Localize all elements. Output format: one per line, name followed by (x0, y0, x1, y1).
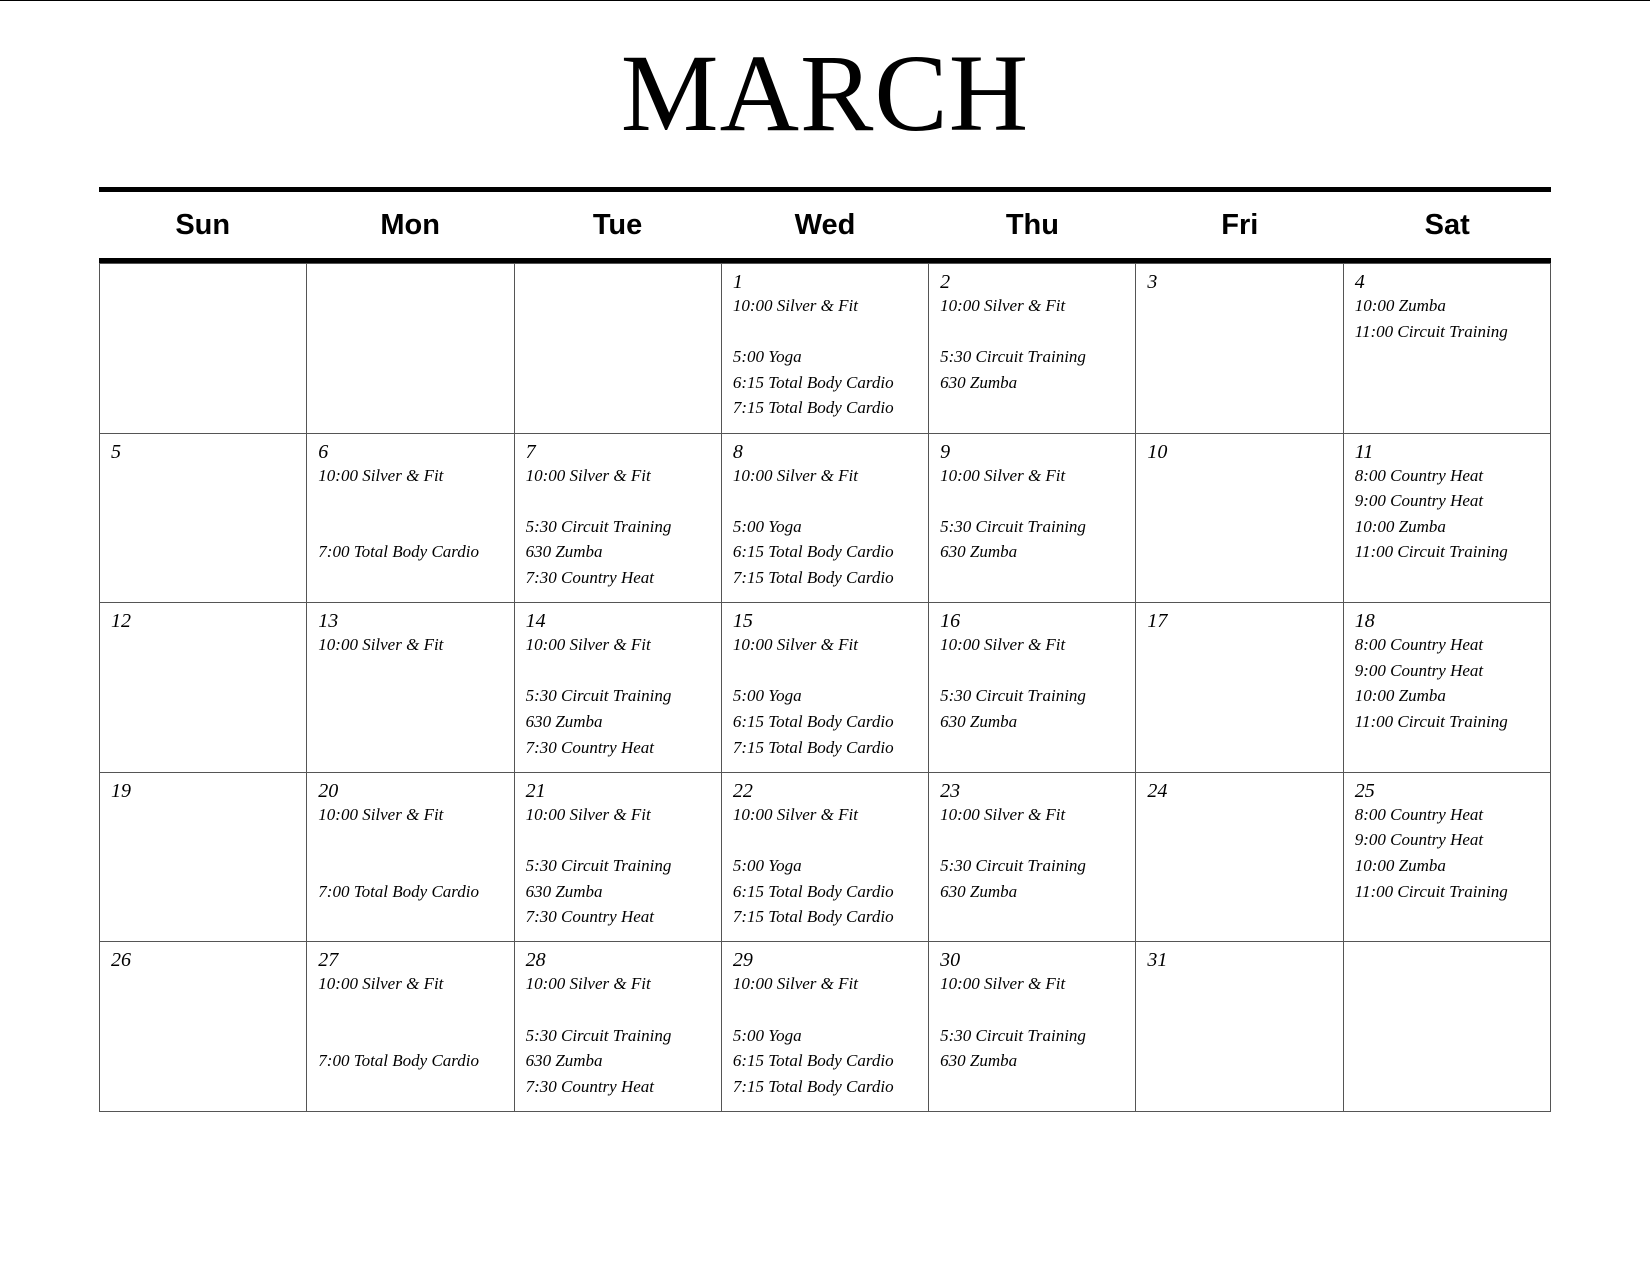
class-entry: 630 Zumba (940, 1051, 1018, 1071)
class-entry: 5:00 Yoga (732, 1025, 802, 1045)
weekday-mon: Mon (380, 208, 440, 241)
class-entry: 630 Zumba (525, 542, 603, 562)
day-number: 29 (732, 949, 753, 972)
day-cell (515, 434, 722, 604)
day-number: 24 (1147, 779, 1168, 802)
day-cell (100, 434, 307, 604)
day-cell (307, 264, 514, 434)
day-cell (100, 603, 307, 773)
class-entry: 630 Zumba (940, 881, 1018, 901)
class-entry: 7:00 Total Body Cardio (318, 542, 480, 562)
class-entry: 630 Zumba (525, 711, 603, 731)
day-cell (722, 434, 929, 604)
day-number: 4 (1354, 271, 1365, 293)
class-entry: 9:00 Country Heat (1354, 660, 1484, 680)
class-entry: 10:00 Silver & Fit (732, 635, 858, 655)
class-entry: 10:00 Silver & Fit (940, 635, 1066, 655)
class-entry (733, 658, 920, 684)
class-entry (318, 997, 505, 1023)
class-entry: 5:30 Circuit Training (525, 686, 672, 706)
class-entry: 11:00 Circuit Training (1354, 711, 1508, 731)
class-entry: 10:00 Silver & Fit (940, 974, 1066, 994)
day-number: 31 (1147, 949, 1168, 972)
day-cell (1344, 773, 1551, 943)
class-entry: 630 Zumba (940, 711, 1018, 731)
day-number: 21 (525, 779, 546, 802)
weekday-fri: Fri (1221, 208, 1259, 241)
class-entry: 10:00 Silver & Fit (940, 804, 1066, 824)
class-entry: 10:00 Zumba (1354, 855, 1446, 875)
day-number: 30 (940, 949, 961, 972)
day-number: 18 (1354, 610, 1375, 633)
day-cell (929, 603, 1136, 773)
page-top-border (0, 0, 1650, 1)
class-entry: 10:00 Silver & Fit (318, 974, 444, 994)
class-entry: 11:00 Circuit Training (1354, 321, 1508, 341)
day-number: 23 (940, 779, 961, 802)
class-entry: 6:15 Total Body Cardio (732, 711, 894, 731)
class-entry: 7:30 Country Heat (525, 737, 654, 757)
class-entry: 10:00 Silver & Fit (732, 296, 858, 315)
weekday-sun: Sun (175, 208, 231, 241)
weekday-wed: Wed (794, 208, 856, 241)
day-cell (307, 434, 514, 604)
class-entry: 6:15 Total Body Cardio (732, 542, 894, 562)
class-entry: 10:00 Silver & Fit (940, 465, 1066, 485)
class-entry (318, 853, 505, 879)
day-number: 20 (318, 779, 339, 802)
class-entry (940, 319, 1127, 345)
page-title: MARCH (620, 32, 1030, 154)
day-number: 12 (111, 610, 131, 633)
calendar (99, 187, 1551, 1112)
day-cell (722, 264, 929, 434)
day-cell (1136, 434, 1343, 604)
class-entry: 10:00 Silver & Fit (318, 635, 444, 655)
class-entry (318, 827, 505, 853)
class-entry: 630 Zumba (940, 372, 1018, 392)
class-entry: 7:15 Total Body Cardio (732, 907, 894, 927)
class-entry (940, 488, 1127, 514)
class-entry: 7:30 Country Heat (525, 567, 654, 587)
day-cell (515, 264, 722, 434)
class-entry: 6:15 Total Body Cardio (732, 881, 894, 901)
class-entry (733, 827, 920, 853)
class-entry: 5:00 Yoga (732, 855, 802, 875)
class-entry: 5:30 Circuit Training (940, 855, 1086, 875)
class-entry: 10:00 Silver & Fit (318, 804, 444, 824)
day-cell (1136, 942, 1343, 1112)
class-entry: 7:15 Total Body Cardio (732, 567, 894, 587)
day-number: 27 (318, 949, 339, 972)
class-entry (526, 997, 713, 1023)
class-entry: 8:00 Country Heat (1354, 635, 1484, 655)
day-number: 16 (940, 610, 961, 633)
day-cell (1136, 264, 1343, 434)
class-entry (940, 827, 1127, 853)
class-entry: 5:30 Circuit Training (525, 516, 672, 536)
day-number: 9 (940, 440, 951, 463)
weekday-header (99, 192, 1551, 258)
class-entry (733, 319, 920, 345)
day-number (1355, 949, 1542, 971)
day-cell (307, 603, 514, 773)
class-entry: 10:00 Silver & Fit (732, 465, 858, 485)
class-entry: 5:30 Circuit Training (940, 516, 1086, 536)
class-entry (733, 997, 920, 1023)
class-entry: 11:00 Circuit Training (1354, 881, 1508, 901)
class-entry: 10:00 Silver & Fit (732, 804, 858, 824)
class-entry: 8:00 Country Heat (1354, 804, 1484, 824)
class-entry: 7:30 Country Heat (525, 1076, 654, 1096)
day-number: 19 (111, 779, 131, 802)
class-entry: 5:00 Yoga (732, 686, 802, 706)
class-entry: 10:00 Silver & Fit (732, 974, 858, 994)
class-entry (940, 658, 1127, 684)
day-number: 13 (318, 610, 339, 633)
class-entry: 5:30 Circuit Training (940, 1025, 1086, 1045)
class-entry: 7:15 Total Body Cardio (732, 1076, 894, 1096)
class-entry: 9:00 Country Heat (1354, 491, 1484, 511)
class-entry: 5:00 Yoga (732, 516, 802, 536)
class-entry: 10:00 Silver & Fit (525, 465, 651, 485)
day-cell (929, 942, 1136, 1112)
class-entry: 10:00 Silver & Fit (525, 974, 651, 994)
class-entry: 7:00 Total Body Cardio (318, 881, 480, 901)
day-number: 1 (732, 271, 743, 293)
class-entry: 10:00 Silver & Fit (525, 804, 651, 824)
day-number: 22 (732, 779, 753, 802)
class-entry: 7:15 Total Body Cardio (732, 398, 894, 418)
day-cell (929, 264, 1136, 434)
day-number: 15 (732, 610, 753, 633)
day-cell (100, 773, 307, 943)
class-entry (318, 514, 505, 540)
day-number: 8 (732, 440, 743, 463)
class-entry: 5:30 Circuit Training (940, 686, 1086, 706)
day-number: 6 (318, 440, 329, 463)
weekday-thu: Thu (1005, 208, 1059, 241)
day-number: 17 (1147, 610, 1168, 633)
day-cell (515, 603, 722, 773)
day-cell (307, 942, 514, 1112)
class-entry (318, 1023, 505, 1049)
day-number (526, 271, 713, 293)
day-cell (1344, 264, 1551, 434)
class-entry: 10:00 Silver & Fit (525, 635, 651, 655)
class-entry: 6:15 Total Body Cardio (732, 1051, 894, 1071)
class-entry: 11:00 Circuit Training (1354, 542, 1508, 562)
class-entry: 630 Zumba (525, 1051, 603, 1071)
class-entry (318, 488, 505, 514)
day-number: 25 (1354, 779, 1375, 802)
day-number: 10 (1147, 440, 1168, 463)
day-cell (1136, 773, 1343, 943)
class-entry: 7:15 Total Body Cardio (732, 737, 894, 757)
day-cell (1344, 603, 1551, 773)
class-entry: 6:15 Total Body Cardio (732, 372, 894, 392)
class-entry (526, 658, 713, 684)
day-cell (722, 773, 929, 943)
day-cell (929, 434, 1136, 604)
day-number: 28 (525, 949, 546, 972)
calendar-grid (99, 263, 1551, 1112)
class-entry: 10:00 Zumba (1354, 516, 1446, 536)
day-number: 11 (1354, 440, 1374, 463)
class-entry (526, 827, 713, 853)
class-entry: 5:30 Circuit Training (940, 347, 1086, 367)
class-entry: 5:30 Circuit Training (525, 1025, 672, 1045)
day-cell (929, 773, 1136, 943)
day-cell (100, 942, 307, 1112)
class-entry: 10:00 Zumba (1354, 686, 1446, 706)
day-cell (515, 773, 722, 943)
class-entry: 5:30 Circuit Training (525, 855, 672, 875)
day-number: 2 (940, 271, 951, 293)
day-cell (1344, 434, 1551, 604)
day-number (111, 271, 298, 293)
class-entry (526, 488, 713, 514)
class-entry: 10:00 Zumba (1354, 296, 1446, 315)
day-number: 14 (525, 610, 546, 633)
day-cell (307, 773, 514, 943)
day-cell (515, 942, 722, 1112)
day-number (318, 271, 505, 293)
class-entry: 630 Zumba (940, 542, 1018, 562)
weekday-tue: Tue (592, 208, 643, 241)
day-number: 7 (525, 440, 536, 463)
class-entry (733, 488, 920, 514)
day-number: 3 (1147, 271, 1158, 293)
day-cell (1344, 942, 1551, 1112)
day-cell (722, 942, 929, 1112)
class-entry: 10:00 Silver & Fit (940, 296, 1066, 315)
day-cell (1136, 603, 1343, 773)
day-number: 5 (111, 440, 121, 463)
class-entry: 7:00 Total Body Cardio (318, 1051, 480, 1071)
class-entry (940, 997, 1127, 1023)
class-entry: 7:30 Country Heat (525, 907, 654, 927)
class-entry: 10:00 Silver & Fit (318, 465, 444, 485)
class-entry: 8:00 Country Heat (1354, 465, 1484, 485)
class-entry: 9:00 Country Heat (1354, 830, 1484, 850)
day-cell (722, 603, 929, 773)
day-cell (100, 264, 307, 434)
weekday-sat: Sat (1424, 208, 1470, 241)
class-entry: 5:00 Yoga (732, 347, 802, 367)
class-entry: 630 Zumba (525, 881, 603, 901)
day-number: 26 (111, 949, 131, 972)
